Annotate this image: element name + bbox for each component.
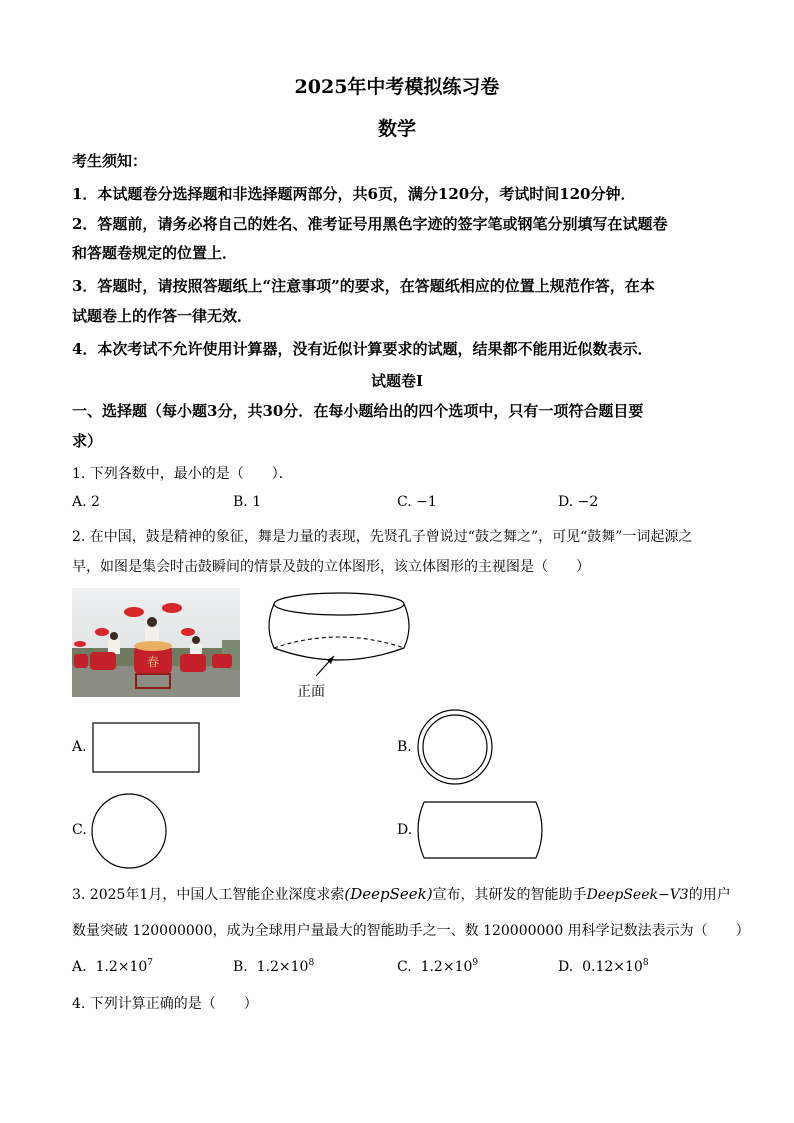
front-view-label: 正面 (297, 684, 325, 700)
drum-performance-photo (72, 588, 240, 697)
question-2-stem-line-1: 2. 在中国，鼓是精神的象征，舞是力量的表现，先贤孔子曾说过“鼓之舞之”，可见“鼓舞”一词起源之 (72, 529, 693, 545)
question-3-option-c (397, 958, 478, 975)
option-mantissa: 1.2×10 (420, 959, 473, 975)
question-1-option-b: B. 1 (233, 494, 262, 510)
notice-item-2-line-2: 和答题卷规定的位置上． (72, 244, 238, 262)
option-mantissa: 1.2×10 (256, 959, 309, 975)
notice-item-1: 1．本试题卷分选择题和非选择题两部分，共6页，满分120分，考试时间120分钟． (72, 185, 636, 203)
q3-text-part-2: 宣布，其研发的智能助手 (432, 887, 587, 903)
option-mantissa: 1.2×10 (95, 959, 148, 975)
question-3-option-b (233, 958, 314, 975)
option-a-rectangle (92, 722, 200, 773)
notice-item-3-line-2: 试题卷上的作答一律无效． (72, 307, 253, 325)
option-mantissa: 0.12×10 (582, 959, 643, 975)
drum-solid-figure (264, 590, 414, 702)
paper-title: 试题卷Ⅰ (370, 372, 424, 390)
option-exponent: 8 (308, 958, 315, 968)
drum-character: 春 (146, 655, 160, 669)
option-label: B. (233, 959, 248, 975)
question-1-option-a: A. 2 (72, 494, 100, 510)
option-label: D. (558, 959, 574, 975)
subject-title: 数学 (377, 118, 416, 140)
question-3-option-a (72, 958, 153, 975)
section-heading-line-2: 求） (72, 432, 103, 450)
question-3-stem-line-1 (72, 884, 731, 904)
q3-text-part-1: 3. 2025年1月，中国人工智能企业深度求索 (72, 887, 345, 903)
question-2-option-d: D. (397, 822, 413, 838)
question-2-stem-line-2: 早，如图是集会时击鼓瞬间的情景及鼓的立体图形，该立体图形的主视图是（ ） (72, 559, 590, 575)
option-d-barrel-shape (414, 800, 546, 860)
option-exponent: 8 (642, 958, 649, 968)
option-b-concentric-circles (416, 708, 494, 786)
option-exponent: 7 (147, 958, 154, 968)
notice-item-4: 4．本次考试不允许使用计算器，没有近似计算要求的试题，结果都不能用近似数表示． (72, 340, 653, 358)
option-label: A. (72, 959, 87, 975)
notice-heading: 考生须知： (72, 152, 148, 170)
question-1-option-d: D. −2 (558, 494, 599, 510)
option-exponent: 9 (472, 958, 479, 968)
q3-deepseek-name: (DeepSeek) (344, 885, 433, 903)
question-2-option-c: C. (72, 822, 87, 838)
exam-title: 2025年中考模拟练习卷 (294, 76, 500, 98)
question-2-option-b: B. (397, 739, 412, 755)
notice-item-3-line-1: 3．答题时，请按照答题纸上“注意事项”的要求，在答题纸相应的位置上规范作答，在本 (72, 277, 655, 295)
question-3-stem-line-2: 数量突破 120000000，成为全球用户量最大的智能助手之一、数 120000000 用科学记数法表示为（ ） (72, 923, 750, 939)
section-heading-line-1: 一、选择题（每小题3分，共30分．在每小题给出的四个选项中，只有一项符合题目要 (72, 402, 644, 420)
question-4-stem: 4. 下列计算正确的是（ ） (72, 996, 258, 1012)
option-label: C. (397, 959, 412, 975)
question-1-option-c: C. −1 (397, 494, 437, 510)
notice-item-2-line-1: 2．答题前，请务必将自己的姓名、准考证号用黑色字迹的签字笔或钢笔分别填写在试题卷 (72, 215, 668, 233)
question-2-option-a: A. (72, 739, 87, 755)
option-c-circle (90, 792, 168, 870)
q3-text-part-3: 的用户 (688, 887, 731, 903)
question-1-stem: 1. 下列各数中，最小的是（ ）． (72, 466, 293, 482)
q3-deepseek-v3-name: DeepSeek−V3 (586, 887, 689, 903)
question-3-option-d (558, 958, 649, 975)
